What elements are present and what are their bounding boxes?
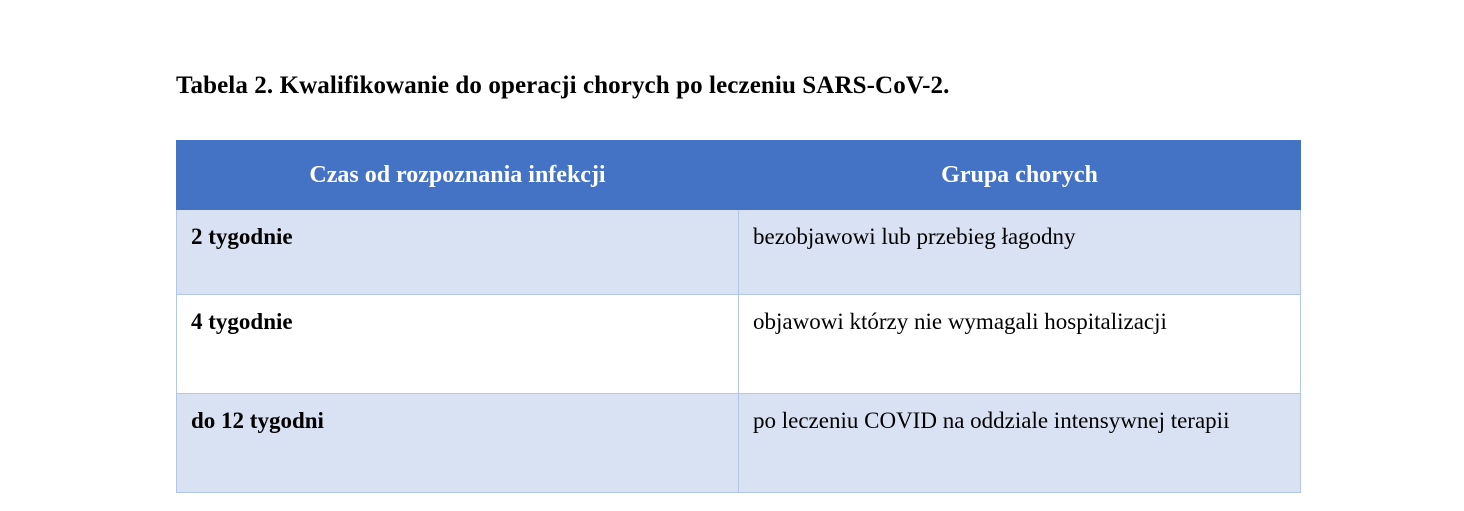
cell-time: 2 tygodnie bbox=[177, 210, 739, 295]
column-header-time: Czas od rozpoznania infekcji bbox=[177, 141, 739, 210]
cell-group: bezobjawowi lub przebieg łagodny bbox=[739, 210, 1301, 295]
column-header-group: Grupa chorych bbox=[739, 141, 1301, 210]
table-header-row bbox=[177, 141, 1301, 210]
cell-group: objawowi którzy nie wymagali hospitalizacji bbox=[739, 295, 1301, 394]
cell-group: po leczeniu COVID na oddziale intensywnej terapii bbox=[739, 394, 1301, 493]
table-body bbox=[177, 210, 1301, 493]
table-row bbox=[177, 394, 1301, 493]
table-caption: Tabela 2. Kwalifikowanie do operacji chorych po leczeniu SARS-CoV-2. bbox=[176, 72, 950, 99]
table-row bbox=[177, 295, 1301, 394]
table-header bbox=[177, 141, 1301, 210]
cell-time: 4 tygodnie bbox=[177, 295, 739, 394]
cell-time: do 12 tygodni bbox=[177, 394, 739, 493]
table-container bbox=[176, 140, 1300, 493]
table-row bbox=[177, 210, 1301, 295]
qualification-table bbox=[176, 140, 1301, 493]
